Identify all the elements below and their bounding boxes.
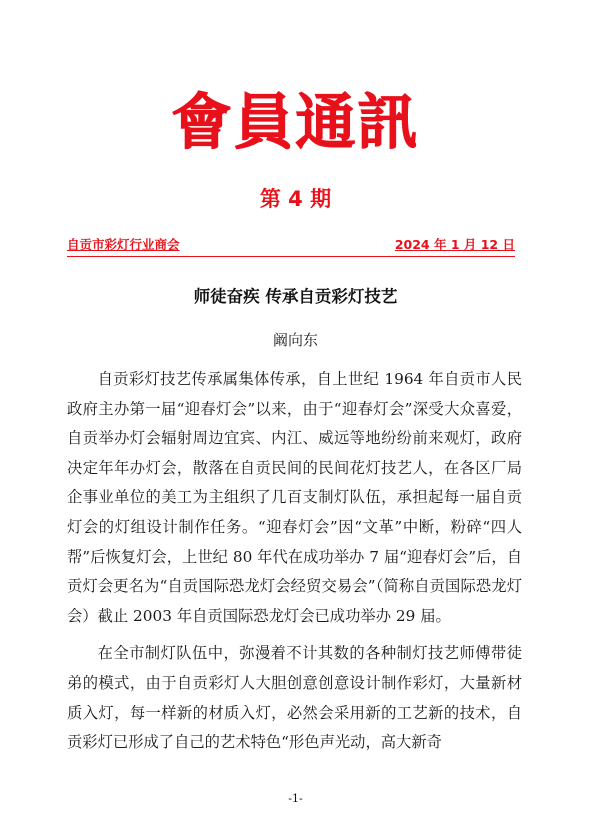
article-author: 阚向东 — [272, 331, 318, 349]
article-body — [67, 365, 522, 766]
issue-number: 第 4 期 — [259, 187, 332, 211]
newsletter-masthead: 會員通訊 — [171, 88, 420, 158]
page-number: -1- — [288, 792, 303, 805]
publication-date: 2024 年 1 月 12 日 — [394, 237, 515, 252]
organization-name: 自贡市彩灯行业商会 — [67, 237, 180, 252]
article-paragraph: 在全市制灯队伍中，弥漫着不计其数的各种制灯技艺师傅带徒弟的模式，由于自贡彩灯人大胆创意创意设计制作彩灯，大量新材质入灯，每一样新的材质入灯，必然会采用新的工艺新的技术，自贡彩灯已形成了自己的艺术特色“形色声光动，高大新奇 — [67, 644, 522, 752]
article-title: 师徒奋疾 传承自贡彩灯技艺 — [193, 287, 398, 306]
newsletter-header-row — [67, 236, 515, 257]
article-paragraph: 自贡彩灯技艺传承属集体传承，自上世纪 1964 年自贡市人民政府主办第一届“迎春灯会”以来，由于“迎春灯会”深受大众喜爱，自贡举办灯会辐射周边宜宾、内江、威远等地纷纷前来观灯，政府决定年年办灯会，散落在自贡民间的民间花灯技艺人，在各区厂局企事业单位的美工为主组织了几百支制灯队伍，承担起每一届自贡灯会的灯组设计制作任务。“迎春灯会”因“文革”中断，粉碎“四人帮”后恢复灯会，上世纪 80 年代在成功举办 7 届“迎春灯会”后，自贡灯会更名为“自贡国际恐龙灯会经贸交易会”（简称自贡国际恐龙灯会）截止 2003 年自贡国际恐龙灯会已成功举办 29 届。 — [67, 370, 522, 625]
